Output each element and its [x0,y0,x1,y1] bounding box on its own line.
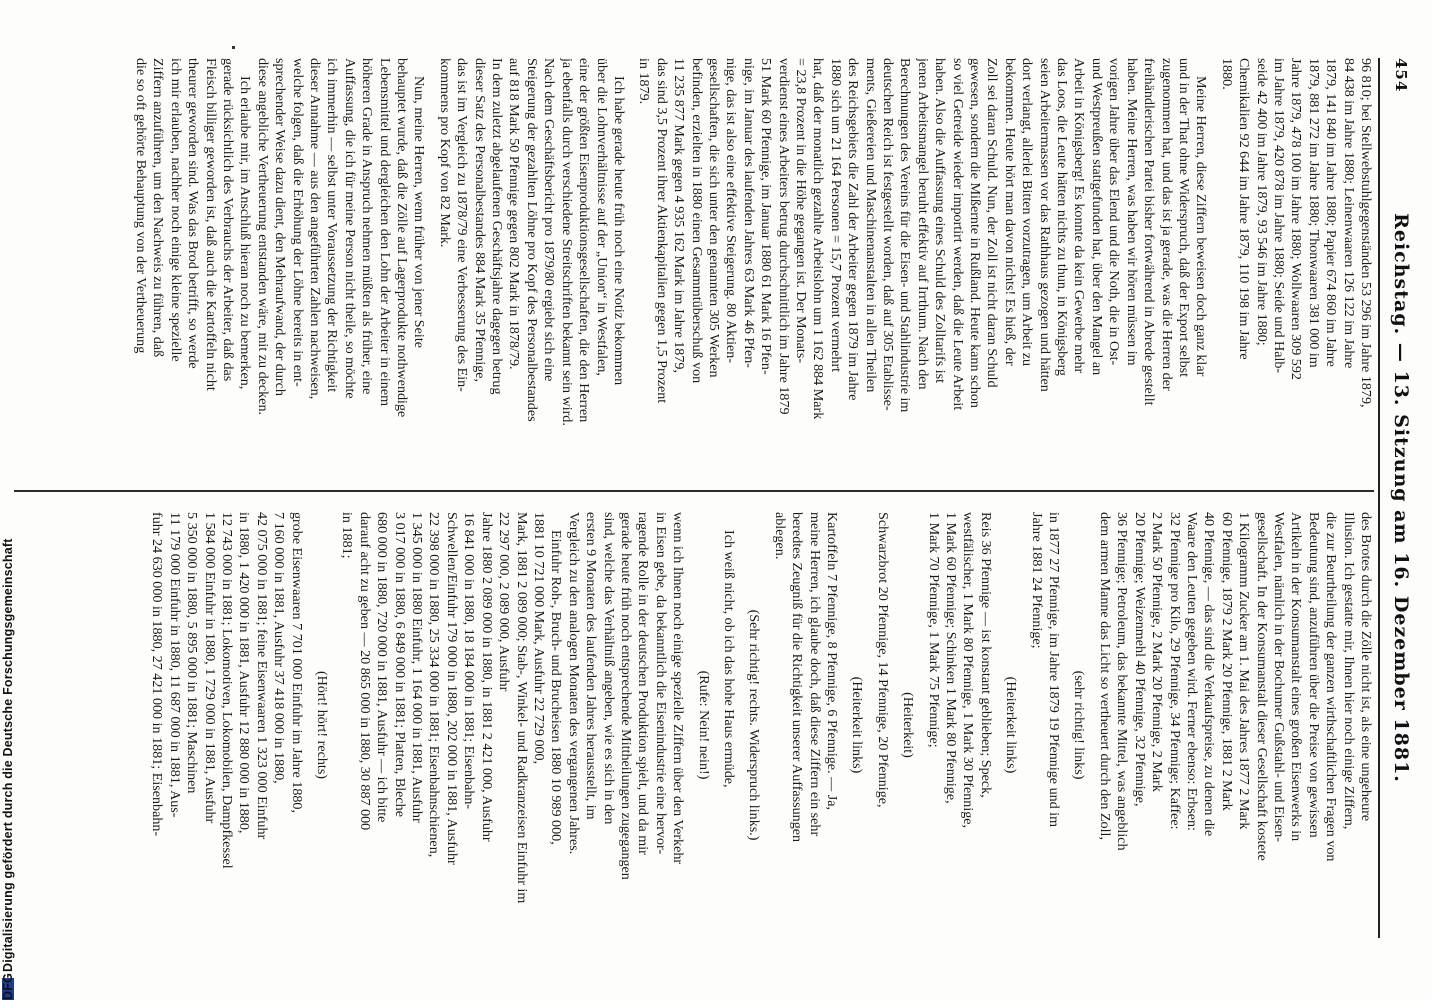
paragraph-gap [1209,58,1217,484]
left-column-line: 1879, 881 272 im Jahre 1880; Thonwaaren 381 000 im [1305,58,1322,368]
right-column-line: 22 297 000, 2 089 000, Ausfuhr [496,512,513,692]
left-column-line: zugenommen hat, und das ist ja gerade, was die Herren der [1158,58,1175,391]
right-column-line: Schwellen/Einfuhr 179 000 in 1880, 202 000 in 1881, Ausfuhr [443,512,460,865]
left-column-line: Jahre 1879, 478 100 im Jahre 1880; Wollwaaren 309 592 [1288,58,1305,380]
right-column-line: 1881 10 721 000 Mark, Ausfuhr 22 729 000, [530,512,547,765]
left-column-line: seide 42 400 im Jahre 1879, 93 546 im Jahre 1880; [1253,58,1270,346]
left-column-line: Ziffern anzuführen, um den Nachweis zu führen, daß [150,58,167,358]
right-column-line: gesellschaft. In der Konsumanstalt dieser Gesellschaft kostete [1253,512,1270,861]
left-column-line: freihändlerischen Partei bisher fortwährend in Abrede gestellt [1141,58,1158,406]
page-header [1388,58,1418,938]
left-column-line: 11 235 877 Mark gegen 4 935 162 Mark im Jahre 1879, [671,58,688,373]
paragraph-gap [737,512,745,938]
scan-speck [232,46,235,49]
right-column-line: 680 000 in 1880, 720 000 in 1881, Ausfuhr — ich bitte [374,512,391,823]
left-column-line: 84 438 im Jahre 1880; Leinenwaaren 126 122 im Jahre [1340,58,1357,369]
paragraph-gap [994,512,1002,938]
left-column-line: haben. Meine Herren, was haben wir hören müssen im [1123,58,1140,366]
right-column-line: dem armen Manne das Licht so vertheuert durch den Zoll, [1096,512,1113,840]
left-column-line: höheren Grade in Anspruch nehmen müßten als früher, eine [359,58,376,395]
right-column-line: 7 160 000 in 1881, Ausfuhr 37 418 000 in 1880, [271,512,288,784]
left-column-line: nige, im Januar des laufenden Jahres 63 Mark 46 Pfen- [740,58,757,368]
paragraph-gap [686,512,694,938]
right-column-line: Vergleich zu den analogen Monaten des vergangenen Jahres. [565,512,582,855]
right-column-line: Westfalen, nämlich in der Bochumer Gußstahl- und Eisen- [1270,512,1287,842]
right-column-line: in Eisen gebe, da bekanntlich die Eisenindustrie eine hervor- [652,512,669,855]
left-column [14,58,1374,484]
paragraph-gap [330,512,338,938]
right-column-line: fuhr 24 630 000 in 1880, 27 421 000 in 1881; Eisenbahn- [149,512,166,837]
right-column-line: 42 075 000 in 1881; feine Eisenwaaren 1 323 000 Einfuhr [253,512,270,840]
left-column-line: Berechnungen des Vereins für die Eisen- und Stahlindustrie im [897,58,914,413]
left-column-line: eine der größten Eisenproduktionsgesellschaften, die den Herren [576,58,593,423]
left-column-line: dieser Annahme — aus den angeführten Zahlen nachweisen, [307,58,324,400]
right-column-line: 12 743 000 in 1881; Lokomotiven, Lokomobilen, Dampfkessel [219,512,236,869]
left-column-line: dieser Satz des Personalbestandes 884 Mark 35 Pfennige, [471,58,488,383]
right-column-line: des Brotes durch die Zölle nicht ist, als eine ungeheure [1358,512,1374,822]
right-column-line: 3 017 000 in 1880, 6 849 000 in 1881; Platten, Bleche [391,512,408,817]
left-column-line: Zoll sei daran Schuld. Nun, der Zoll ist nicht daran Schuld [984,58,1001,388]
left-column-line: kommens pro Kopf von 82 Mark. [436,58,453,248]
left-column-line: Steigerung der gezahlten Löhne pro Kopf des Personalbestandes [523,58,540,422]
left-column-line: Auffassung, die ich für meine Person nicht theile, so möchte [341,58,358,399]
left-column-line: verdienst eines Arbeiters betrug durchschnittlich im Jahre 1879 [775,58,792,415]
header-rule [1378,58,1380,938]
right-column-line: Jahre 1880 2 089 000 in 1880, in 1881 2 421 000, Ausfuhr [478,512,495,842]
right-column-line: meine Herren, ich glaube doch, daß diese Ziffern ein sehr [806,512,823,837]
left-column-line: befinden, erzielten in 1880 einen Gesammtüberschuß von [688,58,705,384]
right-column-line: 1 584 000 Einfuhr in 1880, 1 729 000 in 1881, Ausfuhr [201,512,218,824]
right-column-line: Artikeln in der Konsumanstalt eines großen Eisenwerks in [1288,512,1305,842]
left-column-line: gewesen, sondern die Mißernte in Rußland. Heute kann schon [967,58,984,408]
right-column-line: (Sehr richtig! rechts. Widerspruch links.) [746,609,763,841]
left-column-line: Nach dem Geschäftsbericht pro 1879/80 ergiebt sich eine [541,58,558,382]
right-column-line: 1 345 000 in 1880 Einfuhr, 1 164 000 in 1881, Ausfuhr [409,512,426,823]
left-column-line: sprechender Weise dazu dient, den Mehraufwand, der durch [272,58,289,396]
dfg-logo: DFG [1,973,15,1000]
right-column-line: (Heiterkeit links) [1003,676,1020,774]
paragraph-gap [712,512,720,938]
right-column-line: westfälischer, 1 Mark 80 Pfennige, 1 Mark 30 Pfennige, [960,512,977,829]
left-column-line: das Loos, die Leute hätten nichts zu thun, in Königsberg [1054,58,1071,376]
right-column-line: ragende Rolle in der deutschen Produktion spielt, und da mir [635,512,652,855]
left-column-line: Meine Herren, diese Ziffern beweisen doch ganz klar [1193,76,1210,377]
left-column-line: 51 Mark 60 Pfennige, im Januar 1880 61 Mark 16 Pfen- [758,58,775,375]
page-number: 454 [1392,58,1410,93]
left-column-line: gesellschaften, die sich unter den genannten 305 Werken [705,58,722,378]
right-column-line: 22 398 000 in 1880, 25 334 000 in 1881; Eisenbahnschienen, [426,512,443,858]
right-column-line: 1 Kilogramm Zucker am 1. Mai des Jahres 1877 2 Mark [1236,512,1253,830]
left-column-line: 1880. [1218,58,1235,90]
left-column-line: über die Lohnverhältnisse auf der „Union“ in Westfalen, [593,58,610,376]
digitization-note [0,0,20,1000]
left-column-line: = 23,8 Prozent in die Höhe gegangen ist. Der Monats- [793,58,809,364]
left-column-line: und Westpreußen stattgefunden hat, über den Mangel an [1088,58,1105,376]
right-column-line: (Heiterkeit links) [849,676,866,774]
left-column-line: deutschen Reich ist festgestellt worden, daß auf 305 Etablisse- [880,58,897,411]
left-column-line: seien Arbeitermassen vor das Rathhaus gezogen und hätten [1036,58,1053,392]
left-column-line: gerade rücksichtlich des Verbrauchs der Arbeiter, daß das [220,58,236,382]
right-column-line: Einfuhr Roh-, Bruch- und Brucheisen 1880 10 989 000, [548,530,565,845]
right-column [14,512,1374,938]
right-column-line: sind, welche das Verhältniß angeben, wie es sich in den [600,512,617,825]
left-column-line: so viel Getreide wieder importirt werden, daß die Leute Arbeit [949,58,966,411]
left-column-line: Arbeit in Königsberg! Es konnte da kein Gewerbe mehr [1071,58,1088,374]
left-column-line: Chemikalien 92 644 im Jahre 1879, 110 198 im Jahre [1236,58,1253,360]
left-column-line: hat, daß der monatlich gezahlte Arbeitslohn um 1 162 884 Mark [810,58,827,420]
right-column-line: 2 Mark 50 Pfennige, 2 Mark 20 Pfennige, 2 Mark [1149,512,1166,792]
left-column-line: In dem zuletzt abgelaufenen Geschäftsjahre dagegen betrug [489,58,506,395]
right-column-line: Ich weiß nicht, ob ich das hohe Haus ermüde, [721,530,737,788]
paragraph-gap [305,512,313,938]
right-column-line: 5 350 000 in 1880, 5 895 000 in 1881; Maschinen [184,512,201,794]
right-column-line: 40 Pfennige, — das sind die Verkaufspreise, zu denen die [1201,512,1218,837]
right-column-line: 32 Pfennige pro Kilo, 29 Pfennige, 34 Pfennige; Kaffee: [1166,512,1183,830]
right-column-line: (Heiterkeit) [900,692,917,758]
left-column-line: dort verlangt, allerlei Bitten vorzutragen, um Arbeit zu [1019,58,1036,367]
right-column-line: die zur Beurtheilung der ganzen wirthschaftlichen Fragen von [1323,512,1340,862]
paragraph-gap [891,512,899,938]
left-column-line: Fleisch billiger geworden ist, daß auch die Kartoffeln nicht [202,58,219,391]
right-column-line: gerade heute früh noch entsprechende Mittheilungen zugegangen [617,512,634,880]
right-column-line: (sehr richtig! links) [1071,670,1088,780]
left-column-line: ich immerhin — selbst unter Voraussetzung der Richtigkeit [324,58,341,393]
left-column-line: und in der That ohne Widerspruch, daß der Export selbst [1175,58,1192,378]
left-column-line: ments, Gießereien und Maschinenanstalten in allen Theilen [862,58,879,393]
right-column-line: 11 179 000 Einfuhr in 1880, 11 687 000 in 1881, Aus- [166,512,183,818]
right-column-line: ersten 9 Monaten des laufenden Jahres herausstellt, im [583,512,600,820]
left-column-line: das sind 3,5 Prozent ihrer Aktienkapitalien gegen 1,5 Prozent [653,58,670,404]
right-column-line: Schwarzbrot 20 Pfennige, 14 Pfennige, 20 Pfennige, [874,512,891,808]
right-column-line: (Hört! hört! rechts) [314,670,331,779]
right-column-line: 1 Mark 70 Pfennige, 1 Mark 75 Pfennige; [925,512,942,748]
paragraph-gap [840,512,848,938]
left-column-line: Ich erlaube mir, im Anschluß hieran noch zu bemerken, [237,76,254,390]
paragraph-gap [427,58,435,484]
left-column-line: theurer geworden sind. Was das Brod betrifft, so werde [185,58,202,369]
left-column-line: Nun, meine Herren, wenn früher von jener Seite [411,76,428,348]
right-column-line: beredtes Zeugniß für die Richtigkeit unserer Auffassungen [789,512,806,843]
running-title: Reichstag. — 13. Sitzung am 16. Dezember 1881. [1390,213,1412,783]
paragraph-gap [1088,512,1096,938]
right-column-line: Reis 36 Pfennige — ist konstant geblieben; Speck, [977,512,994,798]
left-column-line: diese angebliche Vertheuerung entstanden wäre, mit zu decken. [254,58,271,416]
left-column-line: im Jahre 1879, 420 878 im Jahre 1880; Seide und Halb- [1270,58,1287,374]
left-column-line: jenen Arbeitsmangel beruht effektiv auf Irrthum. Nach den [914,58,931,390]
right-column-line: 36 Pfennige; Petroleum, das bekannte Mittel, was angeblich [1114,512,1131,851]
paragraph-gap [627,58,635,484]
left-column-line: 1879, 141 840 im Jahre 1880; Papier 674 860 im Jahre [1323,58,1340,367]
digitization-note-text: Digitalisierung gefördert durch die Deutsche Forschungsgemeinschaft [1,538,15,972]
right-column-line: darauf acht zu geben — 20 865 000 in 1880, 30 887 000 [356,512,373,831]
right-column-line: Jahre 1881 24 Pfennige; [1028,512,1045,649]
right-column-line: ablegen. [771,512,788,560]
right-column-line: Illusion. Ich gestatte mir, Ihnen hier noch einige Ziffern, [1340,512,1357,830]
left-column-line: das ist im Vergleich zu 1878/79 eine Verbesserung des Ein- [454,58,471,392]
right-column-line: (Rufe: Nein! nein!) [695,670,712,780]
left-column-line: 1880 sich um 21 164 Personen = 15,7 Prozent vermehrt [827,58,844,373]
right-column-line: in 1877 27 Pfennige, im Jahre 1879 19 Pfennige und im [1046,512,1063,828]
left-column-line: in 1879. [636,58,653,105]
column-divider [14,490,1374,492]
left-column-line: 96 810; bei Stellwebstuhlgegenständen 53 296 im Jahre 1879, [1358,58,1374,408]
paragraph-gap [1019,512,1027,938]
right-column-line: 60 Pfennige, 1879 2 Mark 20 Pfennige, 1881 2 Mark [1218,512,1235,811]
left-column-line: die so oft gehörte Behauptung von der Vertheuerung [132,58,149,354]
left-column-line: Ich habe gerade heute früh noch eine Notiz bekommen [610,76,627,386]
left-column-line: nige, das ist also eine effektive Steigerung. 80 Aktien- [723,58,740,364]
left-column-line: behauptet wurde, daß die Zölle auf Lagerprodukte nothwendige [394,58,411,418]
right-column-line: in 1881; [339,512,356,559]
right-column-line: in 1880, 1 420 000 in 1881, Ausfuhr 12 880 000 in 1880, [236,512,253,834]
left-column-line: vorigen Jahre über das Elend und die Noth, die in Ost- [1106,58,1123,366]
left-column-line: haben. Also die Auffassung eines Schuld des Zolltarifs ist [932,58,949,384]
left-column-line: welche folgen, daß die Erhöhung der Löhne bereits in ent- [289,58,306,387]
paragraph-gap [1062,512,1070,938]
right-column-line: 16 841 000 in 1880, 18 184 000 in 1881; Eisenbahn- [461,512,478,810]
right-column-line: Waare den Leuten gegeben wird. Ferner ebenso: Erbsen: [1183,512,1200,831]
right-column-line: Kartoffeln 7 Pfennige, 8 Pfennige, 6 Pfennige. — Ja, [824,512,841,810]
right-column-line: 1 Mark 60 Pfennige; Schinken 1 Mark 80 Pfennige, [943,512,960,804]
paragraph-gap [762,512,770,938]
left-column-line: Lebensmittel und dergleichen den Lohn der Arbeiter in einem [376,58,393,407]
left-column-line: ich mir erlauben, nachher noch einige kleine spezielle [167,58,184,362]
right-column-line: Bedeutung sind, anzuführen über die Preise von gewissen [1305,512,1322,838]
left-column-line: des Reichsgebiets die Zahl der Arbeiter gegen 1879 im Jahre [845,58,862,401]
paragraph-gap [865,512,873,938]
right-column-line: Mark, 1881 2 089 000; Stab-, Winkel- und Radkranzeisen Einfuhr im [513,512,530,904]
right-column-line: wenn ich Ihnen noch einige spezielle Ziffern über den Verkehr [670,512,687,865]
left-column-line: bekommen. Heute hört man davon nichts! Es hieß, der [1001,58,1018,366]
left-column-line: auf 818 Mark 50 Pfennige gegen 802 Mark in 1878/79. [506,58,523,370]
right-column-line: grobe Eisenwaaren 7 701 000 Einfuhr im Jahre 1880, [288,512,305,813]
left-column-line: ja ebenfalls durch verschiedene Streitschriften bekannt sein wird. [558,58,575,426]
right-column-line: 20 Pfennige; Weizenmehl 40 Pfennige, 32 Pfennige, [1131,512,1148,807]
paragraph-gap [916,512,924,938]
